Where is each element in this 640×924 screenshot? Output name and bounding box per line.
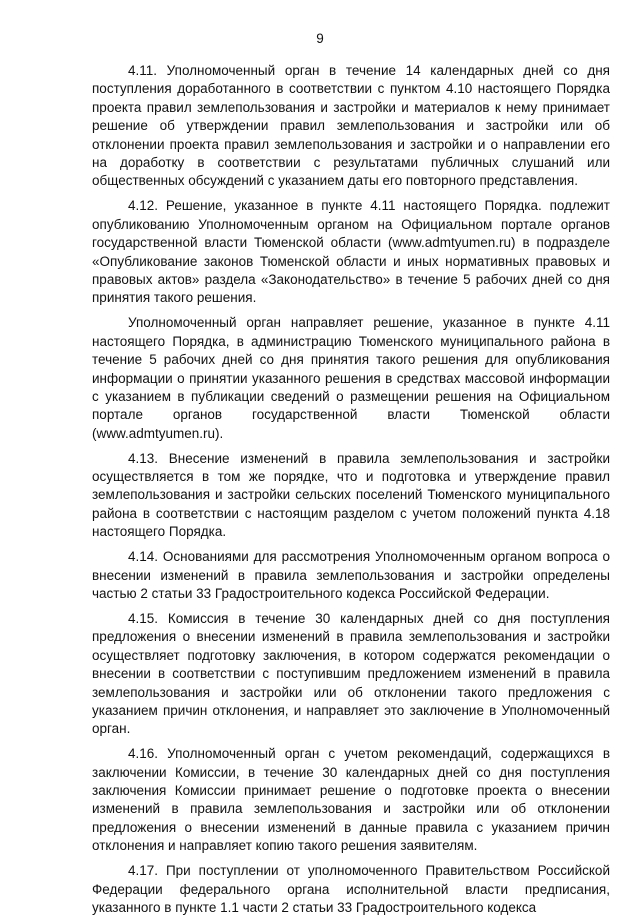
paragraph-4-13: 4.13. Внесение изменений в правила землепользования и застройки осуществляется в том же порядке, что и подготовка и утверждение правил землепользования и застройки сельских поселений Тюменского муниципального района в соответствии с настоящим разделом с учетом положений пункта 4.18 настоящего Порядка. bbox=[92, 450, 610, 540]
document-body bbox=[92, 62, 610, 924]
paragraph-4-12: 4.12. Решение, указанное в пункте 4.11 настоящего Порядка. подлежит опубликованию Уполномоченным органом на Официальном портале органов государственной власти Тюменской области (www.admtyumen.ru) в подразделе «Опубликование законов Тюменской области и иных нормативных правовых и правовых актов» раздела «Законодательство» в течение 5 рабочих дней со дня принятия такого решения. bbox=[92, 198, 610, 306]
paragraph-4-11: 4.11. Уполномоченный орган в течение 14 календарных дней со дня поступления доработанного в соответствии с пунктом 4.10 настоящего Порядка проекта правил землепользования и застройки и материалов к нему принимает решение об утверждении правил землепользования и застройки или об отклонении проекта правил землепользования и застройки и о направлении его на доработку в соответствии с результатами публичных слушаний или общественных обсуждений с указанием даты его повторного представления. bbox=[92, 63, 610, 189]
paragraph-4-16: 4.16. Уполномоченный орган с учетом рекомендаций, содержащихся в заключении Комиссии, в течение 30 календарных дней со дня поступления заключения Комиссии принимает решение о подготовке проекта о внесении изменений в правила землепользования и застройки или об отклонении предложения о внесении изменений в данные правила с указанием причин отклонения и направляет копию такого решения заявителям. bbox=[92, 746, 610, 854]
paragraph-4-12-continued: Уполномоченный орган направляет решение, указанное в пункте 4.11 настоящего Порядка, в администрацию Тюменского муниципального района в течение 5 рабочих дней со дня принятия такого решения для опубликования информации о принятии указанного решения в средствах массовой информации с указанием в публикации сведений о размещении решения на Официальном портале органов государственной власти Тюменской области (www.admtyumen.ru). bbox=[92, 315, 610, 441]
paragraph-4-14: 4.14. Основаниями для рассмотрения Уполномоченным органом вопроса о внесении изменений в правила землепользования и застройки определены частью 2 статьи 33 Градостроительного кодекса Российской Федерации. bbox=[92, 549, 610, 601]
paragraph-4-17: 4.17. При поступлении от уполномоченного Правительством Российской Федерации федерального органа исполнительной власти предписания, указанного в пункте 1.1 части 2 статьи 33 Градостроительного кодекса bbox=[92, 863, 610, 915]
page-number: 9 bbox=[316, 31, 324, 46]
paragraph-4-15: 4.15. Комиссия в течение 30 календарных дней со дня поступления предложения о внесении изменений в правила землепользования и застройки осуществляет подготовку заключения, в котором содержатся рекомендации о внесении в соответствии с поступившим предложением изменений в правила землепользования и застройки или об отклонении такого предложения с указанием причин отклонения, и направляет это заключение в Уполномоченный орган. bbox=[92, 610, 610, 737]
